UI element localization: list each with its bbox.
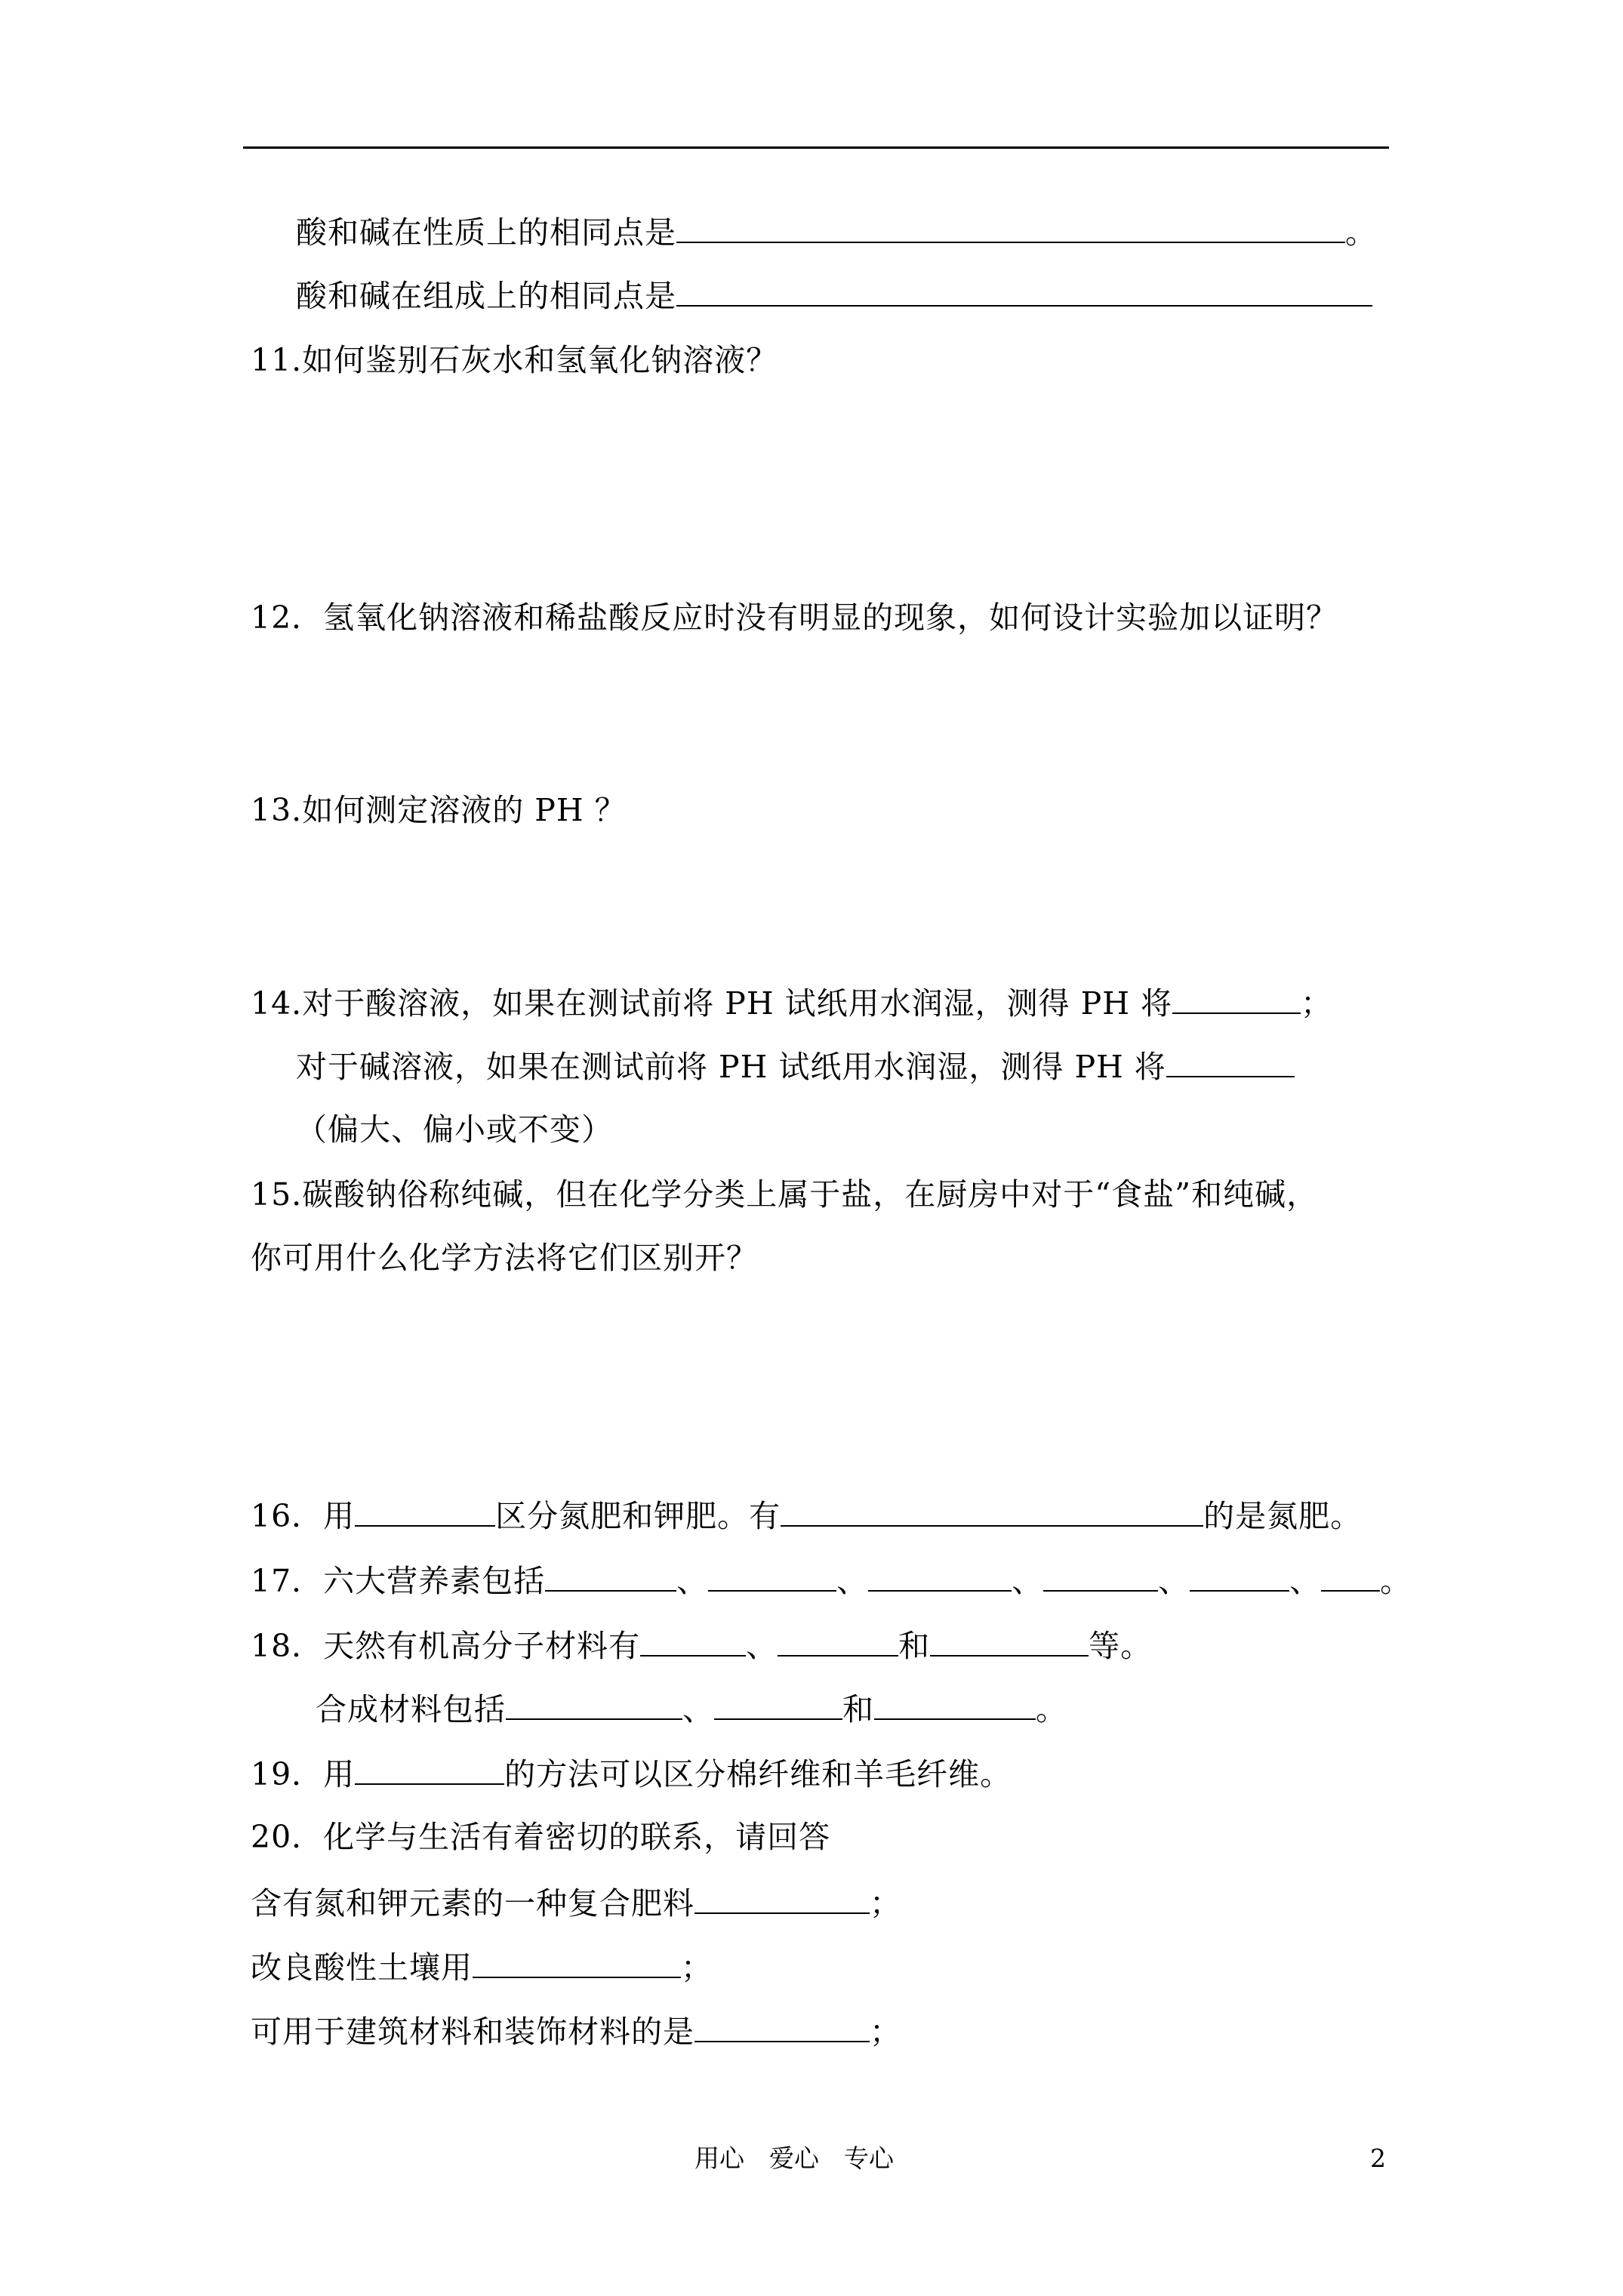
answer-blank[interactable] [874, 1685, 1036, 1720]
answer-blank[interactable] [1043, 1557, 1158, 1592]
separator: 、 [1289, 1563, 1322, 1599]
q10-property-text: 酸和碱在性质上的相同点是 [296, 214, 676, 251]
answer-blank[interactable] [694, 1879, 870, 1914]
question-14-options: （偏大、偏小或不变） [296, 1111, 613, 1148]
answer-blank[interactable] [676, 208, 1345, 243]
q18-natural-text: 18．天然有机高分子材料有 [251, 1628, 641, 1664]
q10-composition-text: 酸和碱在组成上的相同点是 [296, 278, 676, 314]
answer-blank[interactable] [1172, 979, 1301, 1014]
answer-blank[interactable] [778, 1622, 898, 1657]
q14-acid-text: 14.对于酸溶液，如果在测试前将 PH 试纸用水润湿，测得 PH 将 [251, 985, 1173, 1022]
answer-blank[interactable] [545, 1557, 676, 1592]
separator: 、 [1158, 1563, 1190, 1599]
question-15-line-2: 你可用什么化学方法将它们区别开？ [251, 1240, 758, 1276]
q16-part-3: 的是氮肥。 [1203, 1498, 1363, 1534]
q18-synthetic-end: 。 [1036, 1691, 1067, 1727]
question-14-base-line [296, 1043, 1295, 1088]
answer-blank[interactable] [1166, 1043, 1295, 1077]
question-13: 13.如何测定溶液的 PH ？ [251, 792, 627, 828]
answer-blank[interactable] [676, 272, 1372, 307]
answer-blank[interactable] [930, 1622, 1089, 1657]
answer-blank[interactable] [714, 1685, 842, 1720]
q19-part-2: 的方法可以区分棉纤维和羊毛纤维。 [504, 1756, 1012, 1792]
q14-acid-tail: ； [1301, 985, 1333, 1022]
q20-fertilizer-tail: ； [870, 1885, 901, 1922]
q16-part-1: 16．用 [251, 1498, 356, 1534]
answer-blank[interactable] [355, 1492, 495, 1527]
answer-blank[interactable] [868, 1557, 1012, 1592]
answer-blank[interactable] [1190, 1557, 1289, 1592]
question-20: 20．化学与生活有着密切的联系，请回答 [251, 1819, 831, 1855]
conjunction: 和 [842, 1691, 874, 1727]
answer-blank[interactable] [473, 1943, 681, 1978]
question-11: 11.如何鉴别石灰水和氢氧化钠溶液？ [251, 342, 778, 378]
q18-synthetic-text: 合成材料包括 [316, 1691, 506, 1727]
answer-blank[interactable] [640, 1622, 746, 1657]
answer-blank[interactable] [708, 1557, 836, 1592]
q16-part-2: 区分氮肥和钾肥。有 [495, 1498, 781, 1534]
q17-part-1: 17．六大营养素包括 [251, 1563, 546, 1599]
conjunction: 和 [898, 1628, 931, 1664]
answer-blank[interactable] [694, 2008, 870, 2042]
page-number: 2 [1370, 2143, 1386, 2173]
question-18-natural [251, 1622, 1152, 1667]
question-19 [251, 1750, 1012, 1795]
question-14-acid-line [251, 979, 1332, 1025]
q20-soil-text: 改良酸性土壤用 [251, 1949, 473, 1986]
separator: 、 [682, 1691, 714, 1727]
separator: 、 [676, 1563, 709, 1599]
question-20-building [251, 2008, 901, 2053]
q20-building-text: 可用于建筑材料和装饰材料的是 [251, 2014, 694, 2050]
question-12: 12．氢氧化钠溶液和稀盐酸反应时没有明显的现象，如何设计实验加以证明？ [251, 599, 1338, 636]
question-20-soil [251, 1943, 713, 1989]
separator: 、 [836, 1563, 869, 1599]
separator: 、 [746, 1628, 778, 1664]
q17-end: 。 [1380, 1563, 1412, 1599]
question-15-line-1: 15.碳酸钠俗称纯碱，但在化学分类上属于盐，在厨房中对于“食盐”和纯碱， [251, 1176, 1319, 1213]
q20-fertilizer-text: 含有氮和钾元素的一种复合肥料 [251, 1885, 694, 1922]
q18-natural-end: 等。 [1089, 1628, 1153, 1664]
answer-blank[interactable] [506, 1685, 682, 1720]
q10-property-tail: 。 [1345, 214, 1377, 251]
q19-part-1: 19．用 [251, 1756, 356, 1792]
question-16 [251, 1492, 1362, 1537]
q20-building-tail: ； [870, 2014, 901, 2050]
answer-blank[interactable] [355, 1750, 504, 1785]
question-17 [251, 1557, 1412, 1602]
separator: 、 [1012, 1563, 1044, 1599]
q20-soil-tail: ； [681, 1949, 713, 1986]
answer-blank[interactable] [781, 1492, 1203, 1527]
footer-motto: 用心 爱心 专心 [694, 2143, 894, 2173]
answer-blank[interactable] [1321, 1557, 1380, 1592]
header-rule [243, 146, 1389, 149]
question-10-composition-line [296, 272, 1372, 317]
question-10-property-line [296, 208, 1377, 254]
q14-base-text: 对于碱溶液，如果在测试前将 PH 试纸用水润湿，测得 PH 将 [296, 1049, 1166, 1085]
question-18-synthetic [316, 1685, 1067, 1730]
question-20-fertilizer [251, 1879, 901, 1925]
